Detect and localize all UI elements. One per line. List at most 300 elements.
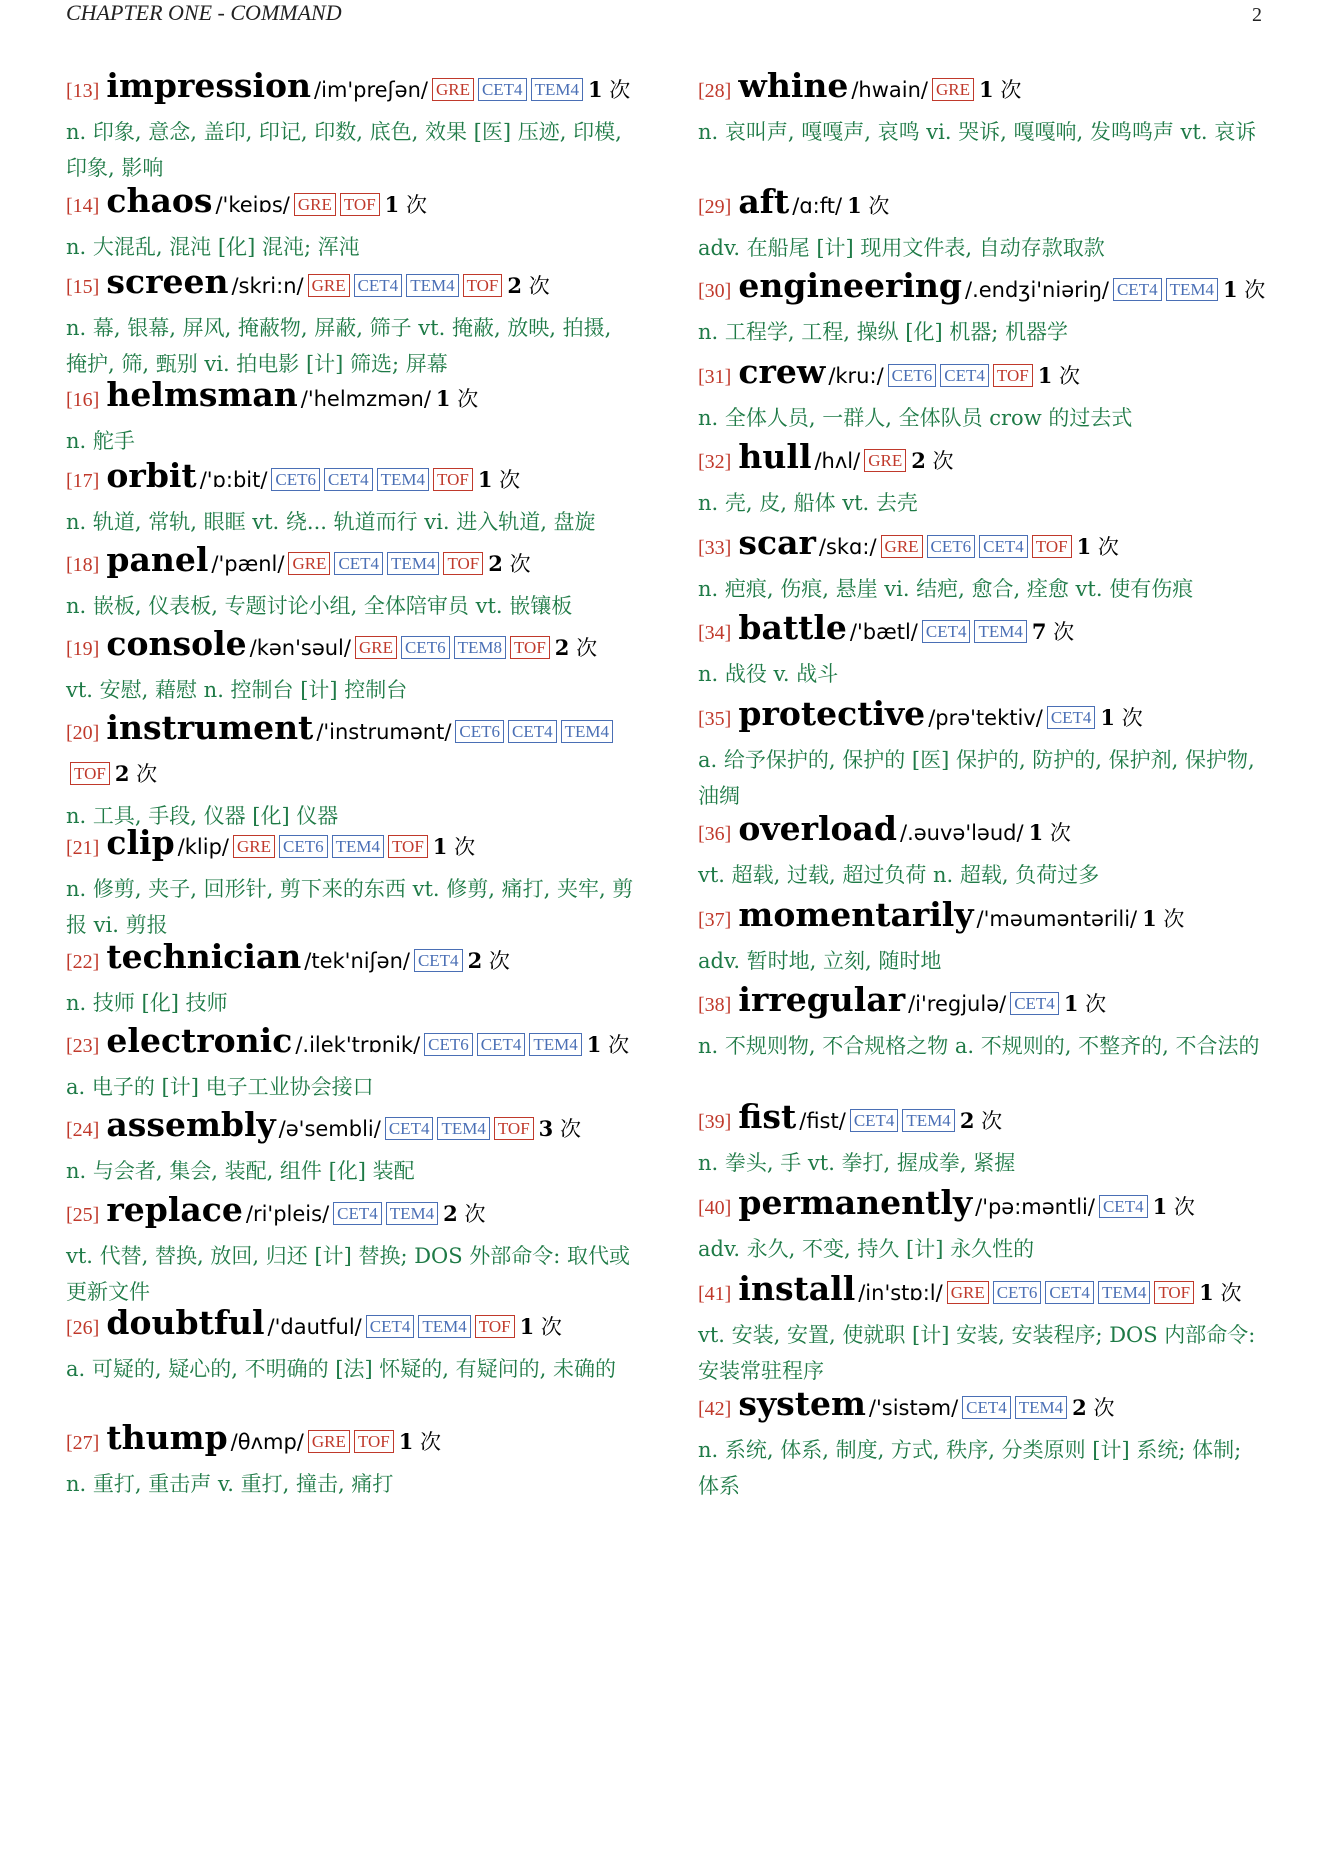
headword: instrument: [106, 708, 314, 747]
headword: overload: [738, 809, 897, 848]
exam-tag-tof: TOF: [993, 364, 1033, 387]
entry-number: [21]: [66, 837, 100, 859]
exam-tag-tof: TOF: [475, 1315, 515, 1338]
definition: n. 系统, 体系, 制度, 方式, 秩序, 分类原则 [计] 系统; 体制; 体系: [698, 1438, 1242, 1498]
headword: system: [738, 1384, 866, 1423]
entry-number: [31]: [698, 366, 732, 388]
entry-headline: [66, 1418, 636, 1464]
dictionary-entry: [698, 66, 1268, 150]
occurrence-count: [433, 835, 475, 859]
definition: n. 工程学, 工程, 操纵 [化] 机器; 机器学: [698, 320, 1069, 344]
times-suffix: 次: [1093, 1396, 1115, 1420]
exam-tag-gre: GRE: [233, 835, 275, 858]
count-number: 1: [432, 834, 448, 859]
definition: adv. 在船尾 [计] 现用文件表, 自动存款取款: [698, 236, 1105, 260]
entry-number: [13]: [66, 80, 100, 102]
dictionary-entry: [698, 895, 1268, 979]
exam-tag-gre: GRE: [432, 78, 474, 101]
headword: crew: [738, 352, 826, 391]
occurrence-count: [555, 636, 597, 660]
headword: console: [106, 624, 247, 663]
headword: battle: [738, 608, 847, 647]
entry-headline: [66, 1021, 636, 1067]
exam-tag-tof: TOF: [510, 636, 550, 659]
entry-headline: [698, 1183, 1268, 1229]
headword: engineering: [738, 266, 962, 305]
definition: n. 大混乱, 混沌 [化] 混沌; 浑沌: [66, 235, 360, 259]
occurrence-count: [847, 194, 889, 218]
exam-tag-tof: TOF: [388, 835, 428, 858]
dictionary-entry: [66, 262, 636, 382]
dictionary-entry: [66, 1190, 636, 1310]
entry-number: [19]: [66, 638, 100, 660]
headword: clip: [106, 823, 175, 862]
entry-headline: [66, 624, 636, 670]
entry-headline: [698, 809, 1268, 855]
entry-number: [37]: [698, 909, 732, 931]
dictionary-entry: [66, 624, 636, 708]
occurrence-count: [1153, 1195, 1195, 1219]
exam-tag-gre: GRE: [932, 78, 974, 101]
phonetic: /ɑ:ft/: [792, 194, 843, 218]
headword: impression: [106, 66, 312, 105]
dictionary-entry: [698, 694, 1268, 814]
phonetic: /'ɒ:bit/: [199, 468, 268, 492]
exam-tag-tem4: TEM4: [437, 1117, 489, 1140]
exam-tag-cet6: CET6: [993, 1281, 1042, 1304]
exam-tag-tof: TOF: [340, 193, 380, 216]
entry-number: [32]: [698, 451, 732, 473]
definition: vt. 代替, 替换, 放回, 归还 [计] 替换; DOS 外部命令: 取代或更新文件: [66, 1244, 631, 1304]
exam-tag-gre: GRE: [355, 636, 397, 659]
entry-headline: [66, 708, 636, 796]
definition: n. 幕, 银幕, 屏风, 掩蔽物, 屏蔽, 筛子 vt. 掩蔽, 放映, 拍摄, 掩护, 筛, 甄别 vi. 拍电影 [计] 筛选; 屏幕: [66, 316, 612, 376]
dictionary-entry: [66, 1303, 636, 1387]
times-suffix: 次: [1097, 535, 1119, 559]
definition: adv. 暂时地, 立刻, 随时地: [698, 949, 942, 973]
headword: panel: [106, 540, 209, 579]
exam-tag-cet4: CET4: [324, 468, 373, 491]
count-number: 2: [507, 273, 523, 298]
entry-number: [14]: [66, 195, 100, 217]
count-number: 1: [1142, 906, 1157, 931]
exam-tag-cet6: CET6: [401, 636, 450, 659]
times-suffix: 次: [608, 1033, 630, 1057]
entry-headline: [66, 1105, 636, 1151]
entry-number: [40]: [698, 1197, 732, 1219]
dictionary-entry: [698, 1384, 1268, 1504]
times-suffix: 次: [509, 552, 531, 576]
headword: fist: [738, 1097, 797, 1136]
exam-tag-tem4: TEM4: [561, 720, 613, 743]
phonetic: /θʌmp/: [230, 1430, 304, 1454]
page-number: 2: [1252, 4, 1262, 26]
definition: n. 嵌板, 仪表板, 专题讨论小组, 全体陪审员 vt. 嵌镶板: [66, 594, 573, 618]
times-suffix: 次: [457, 387, 479, 411]
headword: momentarily: [738, 895, 974, 934]
times-suffix: 次: [405, 193, 427, 217]
entry-number: [22]: [66, 951, 100, 973]
phonetic: /hʌl/: [814, 449, 861, 473]
occurrence-count: [520, 1315, 562, 1339]
exam-tag-tof: TOF: [463, 274, 503, 297]
occurrence-count: [1072, 1396, 1114, 1420]
entry-headline: [698, 66, 1268, 112]
exam-tag-cet4: CET4: [850, 1109, 899, 1132]
exam-tag-cet4: CET4: [508, 720, 557, 743]
exam-tag-cet4: CET4: [366, 1315, 415, 1338]
times-suffix: 次: [1049, 821, 1071, 845]
headword: whine: [738, 66, 849, 105]
exam-tag-cet6: CET6: [279, 835, 328, 858]
entry-number: [30]: [698, 280, 732, 302]
entry-headline: [66, 456, 636, 502]
times-suffix: 次: [1244, 278, 1266, 302]
times-suffix: 次: [1053, 620, 1075, 644]
phonetic: /fist/: [799, 1109, 846, 1133]
definition: a. 给予保护的, 保护的 [医] 保护的, 防护的, 保护剂, 保护物, 油绸: [698, 748, 1255, 808]
headword: assembly: [106, 1105, 276, 1144]
times-suffix: 次: [1059, 364, 1080, 388]
phonetic: /.endʒi'niəriŋ/: [965, 278, 1109, 302]
phonetic: /'pænl/: [211, 552, 285, 576]
entry-headline: [66, 181, 636, 227]
count-number: 1: [586, 1032, 602, 1057]
exam-tag-cet4: CET4: [385, 1117, 434, 1140]
occurrence-count: [468, 949, 510, 973]
count-number: 1: [1199, 1280, 1214, 1305]
exam-tag-cet4: CET4: [1045, 1281, 1094, 1304]
exam-tag-tof: TOF: [433, 468, 473, 491]
definition: n. 哀叫声, 嘎嘎声, 哀鸣 vi. 哭诉, 嘎嘎响, 发鸣鸣声 vt. 哀诉: [698, 120, 1257, 144]
count-number: 1: [477, 467, 493, 492]
phonetic: /'sistəm/: [868, 1396, 959, 1420]
dictionary-entry: [698, 809, 1268, 893]
occurrence-count: [443, 1202, 485, 1226]
count-number: 1: [1028, 820, 1044, 845]
dictionary-entry: [698, 980, 1268, 1064]
exam-tag-tof: TOF: [1032, 535, 1072, 558]
dictionary-entry: [66, 1021, 636, 1105]
entry-headline: [698, 895, 1268, 941]
times-suffix: 次: [464, 1202, 486, 1226]
phonetic: /kən'səul/: [249, 636, 351, 660]
occurrence-count: [478, 468, 520, 492]
entry-number: [15]: [66, 276, 100, 298]
phonetic: /'keiɒs/: [215, 193, 290, 217]
times-suffix: 次: [932, 449, 954, 473]
exam-tag-cet4: CET4: [940, 364, 989, 387]
headword: screen: [106, 262, 229, 301]
entry-number: [38]: [698, 994, 732, 1016]
dictionary-entry: [698, 182, 1268, 266]
exam-tag-tof: TOF: [443, 552, 483, 575]
entry-number: [18]: [66, 554, 100, 576]
count-number: 2: [443, 1201, 458, 1226]
headword: chaos: [106, 181, 213, 220]
headword: protective: [738, 694, 926, 733]
entry-headline: [66, 937, 636, 983]
dictionary-entry: [66, 181, 636, 265]
exam-tag-tem4: TEM4: [332, 835, 384, 858]
exam-tag-cet6: CET6: [888, 364, 937, 387]
dictionary-entry: [66, 1105, 636, 1189]
entry-headline: [698, 980, 1268, 1026]
count-number: 2: [114, 761, 130, 786]
headword: permanently: [738, 1183, 973, 1222]
count-number: 2: [911, 448, 926, 473]
definition: a. 可疑的, 疑心的, 不明确的 [法] 怀疑的, 有疑问的, 未确的: [66, 1357, 617, 1381]
count-number: 1: [587, 77, 603, 102]
headword: irregular: [738, 980, 906, 1019]
count-number: 1: [1152, 1194, 1168, 1219]
entry-number: [25]: [66, 1204, 100, 1226]
entry-headline: [698, 608, 1268, 654]
count-number: 1: [398, 1429, 414, 1454]
headword: scar: [738, 523, 816, 562]
headword: hull: [738, 437, 812, 476]
exam-tag-cet4: CET4: [1047, 706, 1096, 729]
dictionary-entry: [66, 1418, 636, 1502]
exam-tag-tem4: TEM4: [529, 1033, 581, 1056]
dictionary-entry: [698, 1183, 1268, 1267]
headword: replace: [106, 1190, 243, 1229]
count-number: 1: [979, 77, 994, 102]
times-suffix: 次: [1163, 907, 1185, 931]
entry-number: [26]: [66, 1317, 100, 1339]
entry-headline: [698, 266, 1268, 312]
count-number: 1: [384, 192, 400, 217]
entry-headline: [698, 1384, 1268, 1430]
entry-headline: [66, 262, 636, 308]
phonetic: /skri:n/: [231, 274, 304, 298]
entry-headline: [66, 823, 636, 869]
entry-number: [39]: [698, 1111, 732, 1133]
exam-tag-cet4: CET4: [922, 620, 971, 643]
count-number: 2: [488, 551, 503, 576]
dictionary-entry: [698, 352, 1268, 436]
count-number: 3: [538, 1116, 554, 1141]
exam-tag-tof: TOF: [354, 1430, 394, 1453]
entry-headline: [698, 1097, 1268, 1143]
exam-tag-tem4: TEM4: [1166, 278, 1218, 301]
entry-headline: [66, 540, 636, 586]
exam-tag-gre: GRE: [308, 1430, 350, 1453]
occurrence-count: [539, 1117, 581, 1141]
exam-tag-tem4: TEM4: [377, 468, 429, 491]
entry-number: [29]: [698, 196, 732, 218]
entry-headline: [698, 352, 1268, 398]
definition: n. 印象, 意念, 盖印, 印记, 印数, 底色, 效果 [医] 压迹, 印模, 印象, 影响: [66, 120, 622, 180]
exam-tag-cet4: CET4: [1113, 278, 1162, 301]
exam-tag-cet4: CET4: [354, 274, 403, 297]
exam-tag-cet4: CET4: [478, 78, 527, 101]
exam-tag-gre: GRE: [294, 193, 336, 216]
headword: electronic: [106, 1021, 293, 1060]
occurrence-count: [979, 78, 1021, 102]
exam-tag-cet4: CET4: [477, 1033, 526, 1056]
definition: n. 修剪, 夹子, 回形针, 剪下来的东西 vt. 修剪, 痛打, 夹牢, 剪报 vi. 剪报: [66, 877, 634, 937]
definition: n. 与会者, 集会, 装配, 组件 [化] 装配: [66, 1159, 415, 1183]
phonetic: /'məuməntərili/: [976, 907, 1138, 931]
headword: helmsman: [106, 375, 298, 414]
entry-headline: [698, 182, 1268, 228]
occurrence-count: [1032, 620, 1074, 644]
times-suffix: 次: [1121, 706, 1143, 730]
definition: n. 壳, 皮, 船体 vt. 去壳: [698, 491, 918, 515]
entry-headline: [698, 437, 1268, 483]
count-number: 1: [519, 1314, 535, 1339]
times-suffix: 次: [528, 274, 550, 298]
times-suffix: 次: [1220, 1281, 1242, 1305]
exam-tag-tof: TOF: [70, 762, 110, 785]
exam-tag-cet4: CET4: [333, 1202, 382, 1225]
phonetic: /im'preʃən/: [314, 78, 428, 102]
exam-tag-cet4: CET4: [962, 1396, 1011, 1419]
phonetic: /in'stɒ:l/: [858, 1281, 943, 1305]
definition: vt. 安慰, 藉慰 n. 控制台 [计] 控制台: [66, 678, 408, 702]
definition: vt. 安装, 安置, 使就职 [计] 安装, 安装程序; DOS 内部命令: 安装常驻程序: [698, 1323, 1256, 1383]
entry-number: [42]: [698, 1398, 732, 1420]
exam-tag-tem4: TEM4: [418, 1315, 470, 1338]
times-suffix: 次: [488, 949, 510, 973]
occurrence-count: [488, 552, 530, 576]
occurrence-count: [911, 449, 953, 473]
entry-number: [17]: [66, 470, 100, 492]
occurrence-count: [115, 762, 157, 786]
count-number: 2: [554, 635, 570, 660]
phonetic: /i'regjulə/: [908, 992, 1007, 1016]
times-suffix: 次: [499, 468, 521, 492]
entry-number: [41]: [698, 1283, 732, 1305]
times-suffix: 次: [868, 194, 890, 218]
phonetic: /skɑ:/: [818, 535, 877, 559]
phonetic: /'instrumənt/: [316, 720, 452, 744]
exam-tag-cet6: CET6: [455, 720, 504, 743]
exam-tag-tem4: TEM4: [387, 552, 439, 575]
phonetic: /hwain/: [851, 78, 929, 102]
exam-tag-tof: TOF: [1154, 1281, 1194, 1304]
dictionary-entry: [698, 437, 1268, 521]
phonetic: /tek'niʃən/: [304, 949, 410, 973]
dictionary-entry: [698, 1097, 1268, 1181]
exam-tag-cet6: CET6: [271, 468, 320, 491]
exam-tag-cet4: CET4: [1099, 1195, 1148, 1218]
entry-number: [23]: [66, 1035, 100, 1057]
times-suffix: 次: [136, 762, 158, 786]
entry-headline: [66, 1303, 636, 1349]
occurrence-count: [1064, 992, 1106, 1016]
exam-tag-gre: GRE: [308, 274, 350, 297]
exam-tag-gre: GRE: [864, 449, 906, 472]
definition: n. 拳头, 手 vt. 拳打, 握成拳, 紧握: [698, 1151, 1016, 1175]
times-suffix: 次: [559, 1117, 581, 1141]
count-number: 1: [435, 386, 451, 411]
phonetic: /klip/: [177, 835, 229, 859]
phonetic: /prə'tektiv/: [928, 706, 1043, 730]
occurrence-count: [1029, 821, 1071, 845]
headword: aft: [738, 182, 790, 221]
count-number: 2: [1072, 1395, 1087, 1420]
occurrence-count: [1199, 1281, 1241, 1305]
count-number: 1: [1222, 277, 1238, 302]
times-suffix: 次: [454, 835, 476, 859]
times-suffix: 次: [1173, 1195, 1195, 1219]
definition: n. 舵手: [66, 429, 135, 453]
occurrence-count: [1038, 364, 1080, 388]
phonetic: /.ilek'trɒnik/: [295, 1033, 421, 1057]
count-number: 1: [1100, 705, 1116, 730]
count-number: 2: [467, 948, 483, 973]
count-number: 1: [1063, 991, 1079, 1016]
exam-tag-gre: GRE: [881, 535, 923, 558]
count-number: 1: [1076, 534, 1092, 559]
times-suffix: 次: [540, 1315, 562, 1339]
entry-number: [36]: [698, 823, 732, 845]
phonetic: /'pə:məntli/: [975, 1195, 1095, 1219]
exam-tag-tem4: TEM4: [531, 78, 583, 101]
entry-headline: [698, 523, 1268, 569]
phonetic: /ri'pleis/: [245, 1202, 330, 1226]
count-number: 7: [1031, 619, 1047, 644]
exam-tag-tem4: TEM4: [974, 620, 1026, 643]
phonetic: /'dautful/: [267, 1315, 362, 1339]
phonetic: /.əuvə'ləud/: [900, 821, 1024, 845]
exam-tag-tem4: TEM4: [1098, 1281, 1150, 1304]
occurrence-count: [436, 387, 478, 411]
dictionary-entry: [698, 608, 1268, 692]
times-suffix: 次: [1000, 78, 1022, 102]
dictionary-entry: [66, 375, 636, 459]
chapter-title: CHAPTER ONE - COMMAND: [66, 0, 342, 25]
entry-number: [16]: [66, 389, 100, 411]
dictionary-entry: [698, 266, 1268, 350]
exam-tag-gre: GRE: [288, 552, 330, 575]
occurrence-count: [587, 1033, 629, 1057]
definition: n. 全体人员, 一群人, 全体队员 crow 的过去式: [698, 406, 1133, 430]
definition: a. 电子的 [计] 电子工业协会接口: [66, 1075, 374, 1099]
exam-tag-tem4: TEM4: [386, 1202, 438, 1225]
occurrence-count: [960, 1109, 1002, 1133]
definition: n. 技师 [化] 技师: [66, 991, 228, 1015]
dictionary-entry: [66, 540, 636, 624]
exam-tag-cet6: CET6: [424, 1033, 473, 1056]
entry-number: [35]: [698, 708, 732, 730]
exam-tag-cet4: CET4: [414, 949, 463, 972]
dictionary-entry: [66, 456, 636, 540]
entry-headline: [66, 66, 636, 112]
occurrence-count: [1142, 907, 1184, 931]
dictionary-entry: [66, 66, 636, 186]
definition: n. 重打, 重击声 v. 重打, 撞击, 痛打: [66, 1472, 394, 1496]
times-suffix: 次: [1085, 992, 1107, 1016]
entry-headline: [66, 375, 636, 421]
count-number: 1: [847, 193, 862, 218]
headword: technician: [106, 937, 302, 976]
headword: doubtful: [106, 1303, 265, 1342]
entry-number: [20]: [66, 722, 100, 744]
exam-tag-tem8: TEM8: [454, 636, 506, 659]
phonetic: /'bætl/: [849, 620, 918, 644]
exam-tag-cet4: CET4: [1010, 992, 1059, 1015]
dictionary-entry: [66, 823, 636, 943]
entry-number: [34]: [698, 622, 732, 644]
exam-tag-cet6: CET6: [927, 535, 976, 558]
headword: orbit: [106, 456, 197, 495]
occurrence-count: [399, 1430, 441, 1454]
definition: n. 工具, 手段, 仪器 [化] 仪器: [66, 804, 339, 828]
times-suffix: 次: [981, 1109, 1003, 1133]
